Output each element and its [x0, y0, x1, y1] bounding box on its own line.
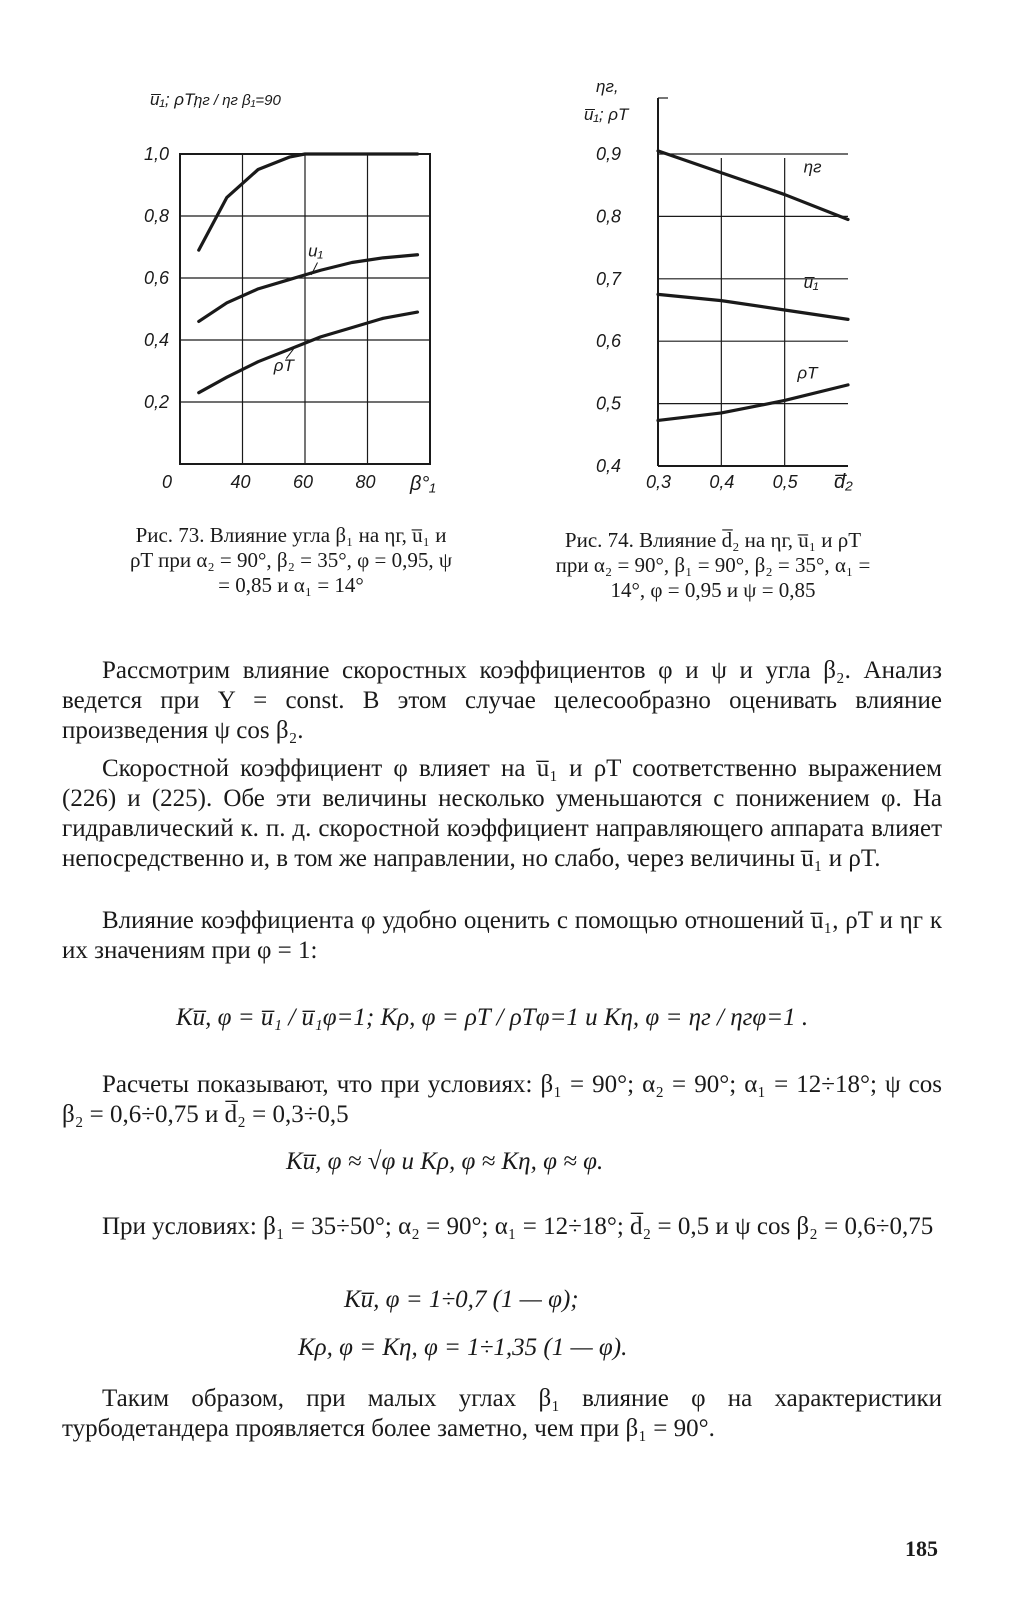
fig73-y-axis-label-1: u̅₁; ρT;	[150, 90, 198, 109]
paragraph-6: Таким образом, при малых углах β₁ влияние φ на характеристики турбодетандера проявляется более заметно, чем при β₁ = 90°.	[62, 1385, 942, 1442]
paragraph-2: Скоростной коэффициент φ влияет на u̅₁ и ρT соответственно выражением (226) и (225). Обе эти величины несколько уменьшаются с понижением φ. На гидравлический к. п. д. скоростной коэффициент направляющего аппарата влияет непосредственно и, в том же направлении, но слабо, через величины u̅₁ и ρT.	[62, 755, 942, 872]
fig73-y-tick-label: 0,8	[144, 206, 170, 226]
fig73-curve-label: u₁	[308, 241, 323, 261]
fig74-curve-label: ηг	[803, 157, 822, 177]
fig73-x-tick-label: 60	[293, 472, 314, 492]
fig74-grid	[658, 98, 848, 466]
fig74-series-line-2	[658, 385, 848, 421]
fig74-x-tick-label: 0,4	[709, 472, 735, 492]
fig73-x-tick-label: 80	[355, 472, 376, 492]
fig73-x-tick-label: 40	[230, 472, 251, 492]
paragraph-3: Влияние коэффициента φ удобно оценить с помощью отношений u̅₁, ρT и ηг к их значениям при φ = 1:	[62, 907, 942, 964]
fig74-y-tick-label: 0,8	[596, 206, 622, 227]
fig74-x-tick-label: 0,3	[646, 472, 672, 492]
fig74-y-tick-label: 0,9	[596, 144, 622, 164]
fig73-y-axis-label-2: ηг / ηг β₁=90	[194, 92, 281, 109]
fig73-series-line-2	[199, 312, 418, 393]
paragraph-4: Расчеты показывают, что при условиях: β₁ = 90°; α₂ = 90°; α₁ = 12÷18°; ψ cos β₂ = 0,6÷0,75 и d̅₂ = 0,3÷0,5	[62, 1071, 942, 1128]
fig74-series-line-1	[658, 294, 848, 319]
formula-approx: Ku̅, φ ≈ √φ и Kρ, φ ≈ Kη, φ ≈ φ.	[286, 1148, 604, 1175]
fig73-y-tick-label: 0,4	[144, 330, 170, 350]
fig74-curve-label: ρT	[797, 363, 818, 383]
fig74-curves	[658, 151, 848, 421]
fig73-y-tick-label: 0,6	[144, 268, 170, 288]
formula-k-ratios: Ku̅, φ = u̅₁ / u̅₁φ=1; Kρ, φ = ρT / ρTφ=1 и Kη, φ = ηг / ηгφ=1 .	[176, 1004, 809, 1031]
fig73-y-tick-label: 0,2	[144, 392, 170, 412]
fig74-y-axis-label-2: u̅₁; ρT	[584, 105, 629, 124]
figure-73-chart	[120, 70, 480, 500]
fig73-x-axis-label: β°₁	[410, 473, 436, 495]
fig73-y-tick-label: 1,0	[144, 144, 170, 164]
fig74-curve-label: u̅₁	[803, 273, 819, 293]
fig74-y-tick-label: 0,5	[596, 393, 622, 414]
figure-74-chart	[580, 70, 900, 500]
fig73-series-line-1	[199, 255, 418, 322]
fig74-y-tick-label: 0,6	[596, 331, 622, 352]
fig73-ticks	[144, 144, 376, 492]
fig73-series-line-0	[199, 154, 418, 250]
formula-krho: Kρ, φ = Kη, φ = 1÷1,35 (1 — φ).	[298, 1334, 628, 1361]
page-number: 185	[905, 1536, 938, 1561]
figure-74-caption: Рис. 74. Влияние d̅₂ на ηг, u̅₁ и ρT при α₂ = 90°, β₁ = 90°, β₂ = 35°, α₁ = 14°, φ = 0,95 и ψ = 0,85	[555, 528, 871, 602]
fig73-curves	[199, 154, 418, 393]
figure-73-caption: Рис. 73. Влияние угла β₁ на ηг, u̅₁ и ρT при α₂ = 90°, β₂ = 35°, φ = 0,95, ψ = 0,85 и α₁ = 14°	[129, 523, 453, 597]
fig74-y-axis-label-1: ηг,	[596, 77, 619, 96]
fig73-curve-label: ρT	[273, 356, 294, 375]
fig74-x-tick-label: 0,5	[772, 472, 798, 492]
formula-ku: Ku̅, φ = 1÷0,7 (1 — φ);	[344, 1286, 579, 1313]
fig74-x-axis-label: d̅₂	[834, 471, 853, 493]
fig74-y-tick-label: 0,4	[596, 456, 622, 476]
fig74-y-tick-label: 0,7	[596, 268, 622, 289]
fig73-x-tick-label: 0	[162, 472, 173, 492]
paragraph-1: Рассмотрим влияние скоростных коэффициентов φ и ψ и угла β₂. Анализ ведется при Y = const. В этом случае целесообразно оценивать влияние произведения ψ cos β₂.	[62, 657, 942, 744]
paragraph-5: При условиях: β₁ = 35÷50°; α₂ = 90°; α₁ = 12÷18°; d̅₂ = 0,5 и ψ cos β₂ = 0,6÷0,75	[102, 1213, 934, 1240]
